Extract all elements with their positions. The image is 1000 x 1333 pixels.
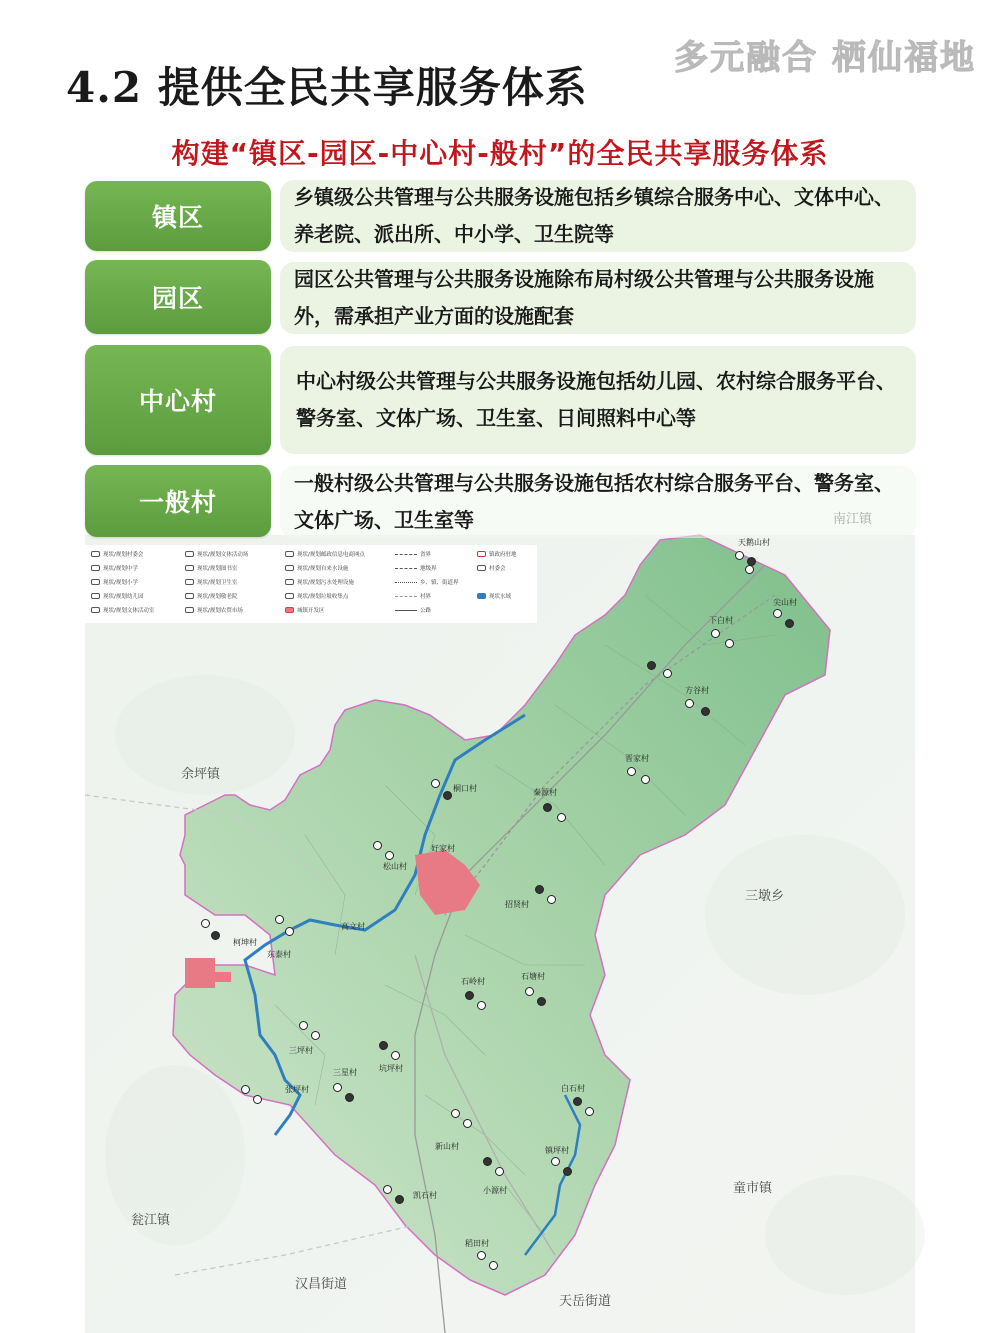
- facility-marker: [379, 1041, 388, 1050]
- village-label: 晋家村: [625, 754, 649, 763]
- facility-marker: [557, 813, 566, 822]
- legend-item: 镇政府驻地: [477, 550, 517, 558]
- facility-marker: [275, 915, 284, 924]
- facility-marker: [333, 1083, 342, 1092]
- facility-marker: [495, 1167, 504, 1176]
- facility-marker: [383, 1185, 392, 1194]
- legend-symbol: [285, 565, 294, 571]
- facility-marker: [211, 931, 220, 940]
- facility-marker: [525, 987, 534, 996]
- village-label: 石塘村: [521, 972, 545, 981]
- legend-symbol-water: [477, 593, 486, 599]
- village-label: 天鹅山村: [738, 538, 770, 547]
- facility-marker: [253, 1095, 262, 1104]
- legend-item: 现状/规划小学: [91, 578, 138, 586]
- village-label: 东泰村: [267, 950, 291, 959]
- legend-item: 现状/规划敬老院: [185, 592, 237, 600]
- map-canvas: [85, 535, 915, 1333]
- facility-marker: [547, 895, 556, 904]
- watermark-text: 多元融合 栖仙福地: [674, 38, 976, 78]
- legend-item: 地级界: [395, 564, 437, 572]
- village-label: 柯坤村: [233, 938, 257, 947]
- legend-symbol: [185, 593, 194, 599]
- facility-marker: [451, 1109, 460, 1118]
- facility-marker: [311, 1031, 320, 1040]
- legend-item: 现状/规划图书室: [185, 564, 237, 572]
- facility-marker: [395, 1195, 404, 1204]
- facility-marker: [391, 1051, 400, 1060]
- legend-line: [395, 554, 417, 555]
- legend-item: 现状/规划自来水设施: [285, 564, 348, 572]
- facility-marker: [585, 1107, 594, 1116]
- village-label: 招贤村: [505, 900, 529, 909]
- facility-marker: [299, 1021, 308, 1030]
- village-label: 三坪村: [289, 1046, 313, 1055]
- facility-marker: [443, 791, 452, 800]
- legend-item: 村界: [395, 592, 431, 600]
- facility-marker: [701, 707, 710, 716]
- legend-symbol-urban: [285, 607, 294, 613]
- village-label: 下白村: [709, 616, 733, 625]
- legend-symbol: [91, 593, 100, 599]
- legend-symbol: [477, 565, 486, 571]
- facility-marker: [483, 1157, 492, 1166]
- facility-marker: [431, 779, 440, 788]
- category-general-village: 一般村: [85, 465, 271, 537]
- village-label: 桐口村: [453, 784, 477, 793]
- legend-symbol: [185, 607, 194, 613]
- legend-item: 现状/规划村委会: [91, 550, 143, 558]
- village-label: 坑坪村: [379, 1064, 403, 1073]
- village-label: 松山村: [383, 862, 407, 871]
- legend-item: 现状/规划文体活动场: [185, 550, 248, 558]
- facility-marker: [773, 609, 782, 618]
- legend-item: 城镇开发区: [285, 606, 325, 614]
- village-label: 张坪村: [285, 1085, 309, 1094]
- facility-marker: [373, 841, 382, 850]
- place-label-tongshi: 童市镇: [733, 1181, 773, 1196]
- category-central-village-description: 中心村级公共管理与公共服务设施包括幼儿园、农村综合服务平台、警务室、文体广场、卫生室、日间照料中心等: [280, 346, 916, 454]
- legend-line: [395, 582, 417, 583]
- legend-item: 现状水域: [477, 592, 511, 600]
- facility-marker: [477, 1001, 486, 1010]
- village-label: 新山村: [435, 1142, 459, 1151]
- village-label: 三星村: [333, 1068, 357, 1077]
- facility-marker: [543, 803, 552, 812]
- facility-marker: [477, 1251, 486, 1260]
- legend-item: 现状/规划垃圾收集点: [285, 592, 348, 600]
- legend-line: [395, 596, 417, 597]
- legend-item: 现状/规划幼儿园: [91, 592, 143, 600]
- facility-marker: [785, 619, 794, 628]
- facility-marker: [241, 1085, 250, 1094]
- legend-symbol: [185, 565, 194, 571]
- facility-marker: [735, 551, 744, 560]
- facility-marker: [201, 919, 210, 928]
- village-label: 尖山村: [773, 598, 797, 607]
- legend-symbol: [91, 579, 100, 585]
- facility-marker: [641, 775, 650, 784]
- legend-symbol: [285, 551, 294, 557]
- facility-marker: [745, 565, 754, 574]
- facility-marker: [489, 1261, 498, 1270]
- village-label: 好家村: [431, 844, 455, 853]
- village-label: 稻田村: [465, 1239, 489, 1248]
- legend-symbol: [285, 579, 294, 585]
- legend-symbol: [185, 579, 194, 585]
- category-central-village: 中心村: [85, 345, 271, 455]
- place-label-sandun: 三墩乡: [745, 889, 785, 904]
- facility-marker: [647, 661, 656, 670]
- category-park-description: 园区公共管理与公共服务设施除布局村级公共管理与公共服务设施外，需承担产业方面的设施配套: [280, 262, 916, 334]
- legend-symbol: [285, 593, 294, 599]
- place-label-tianyue: 天岳街道: [559, 1294, 612, 1309]
- facility-marker: [345, 1093, 354, 1102]
- category-town: 镇区: [85, 181, 271, 251]
- facility-marker: [535, 885, 544, 894]
- facility-marker: [537, 997, 546, 1006]
- facility-marker: [551, 1157, 560, 1166]
- facility-marker: [385, 851, 394, 860]
- place-label-hanchang: 汉昌街道: [295, 1277, 348, 1292]
- facility-marker: [463, 1119, 472, 1128]
- village-label: 镇坪村: [545, 1146, 569, 1155]
- facility-marker: [725, 639, 734, 648]
- legend-item: 现状/规划农贸市场: [185, 606, 243, 614]
- legend-symbol: [185, 551, 194, 557]
- legend-item: 公路: [395, 606, 431, 614]
- legend-item: 现状/规划文体活动室: [91, 606, 154, 614]
- category-general-village-description: 一般村级公共管理与公共服务设施包括农村综合服务平台、警务室、文体广场、卫生室等: [280, 466, 916, 538]
- village-label: 石岭村: [461, 977, 485, 986]
- legend-line: [395, 610, 417, 611]
- legend-item: 村委会: [477, 564, 506, 572]
- legend-item: 现状/规划污水处理设施: [285, 578, 354, 586]
- facility-marker: [573, 1097, 582, 1106]
- category-town-description: 乡镇级公共管理与公共服务设施包括乡镇综合服务中心、文体中心、养老院、派出所、中小学、卫生院等: [280, 180, 916, 252]
- facility-marker: [465, 991, 474, 1000]
- legend-item: 省界: [395, 550, 431, 558]
- legend-symbol: [477, 551, 486, 557]
- page-title: 4.2 提供全民共享服务体系: [66, 63, 588, 112]
- legend-item: 现状/规划中学: [91, 564, 138, 572]
- legend-item: 乡、镇、街道界: [395, 578, 459, 586]
- facility-marker: [563, 1167, 572, 1176]
- facility-marker: [685, 699, 694, 708]
- village-label: 高文村: [341, 922, 365, 931]
- place-label-wengjiang: 瓮江镇: [131, 1213, 171, 1228]
- legend-item: 现状/规划邮政信息电商网点: [285, 550, 365, 558]
- legend-line: [395, 568, 417, 569]
- village-label: 秦源村: [533, 788, 557, 797]
- legend-item: 现状/规划卫生室: [185, 578, 237, 586]
- village-label: 凯石村: [413, 1191, 437, 1200]
- facility-marker: [711, 629, 720, 638]
- map-legend: [85, 545, 537, 623]
- village-label: 方谷村: [685, 686, 709, 695]
- facility-marker: [627, 767, 636, 776]
- category-park: 园区: [85, 260, 271, 334]
- legend-symbol: [91, 551, 100, 557]
- legend-symbol: [91, 565, 100, 571]
- place-label-yuping: 余坪镇: [181, 767, 221, 782]
- village-label: 小源村: [483, 1186, 507, 1195]
- facility-marker: [285, 927, 294, 936]
- legend-symbol: [91, 607, 100, 613]
- service-facility-map: [85, 535, 915, 1333]
- village-label: 白石村: [561, 1084, 585, 1093]
- facility-marker: [663, 669, 672, 678]
- page-subtitle: 构建“镇区-园区-中心村-般村”的全民共享服务体系: [171, 137, 829, 170]
